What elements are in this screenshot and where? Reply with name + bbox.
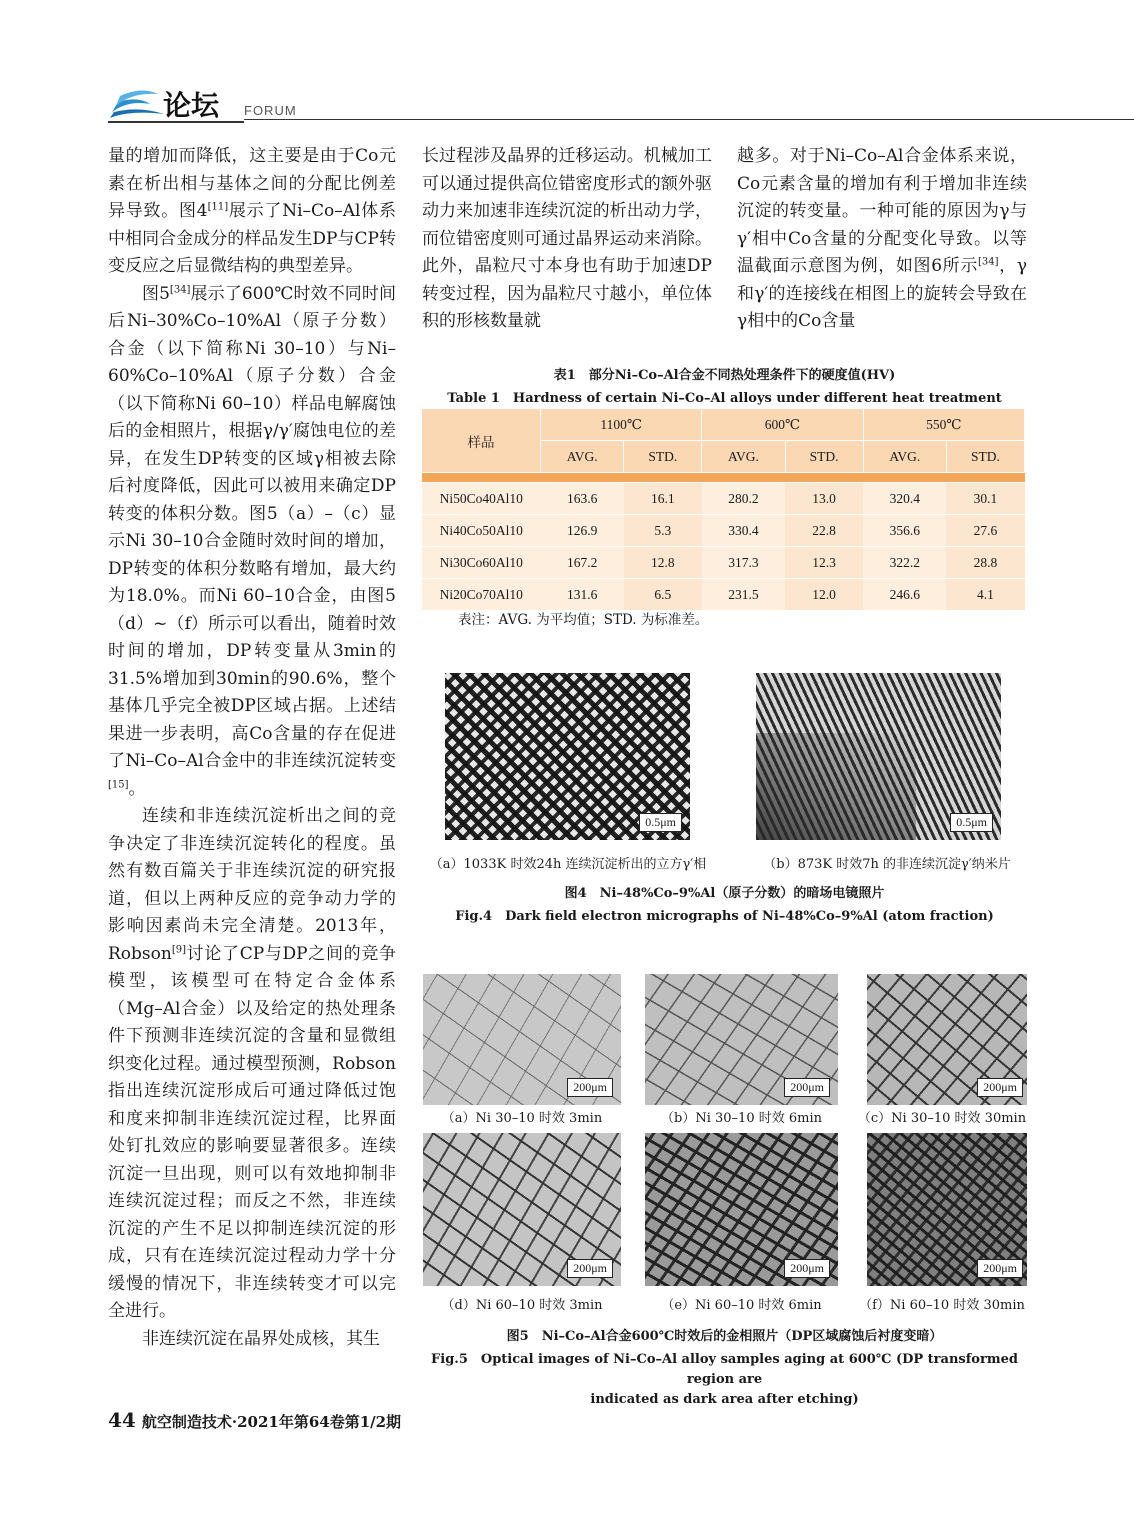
table-cell: 13.0 xyxy=(785,483,863,515)
paragraph: 连续和非连续沉淀析出之间的竞争决定了非连续沉淀转化的程度。虽然有数百篇关于非连续沉淀的研究报道，但以上两种反应的竞争动力学的影响因素尚未完全清楚。2013年，Robson[9]讨论了CP与DP之间的竞争模型，该模型可在特定合金体系（Mg–Al合金）以及给定的热处理条件下预测非连续沉淀的含量和显微组织变化过程。通过模型预测，Robson指出连续沉淀形成后可通过降低过饱和度来抑制非连续沉淀过程，比界面处钉扎效应的影响要显著很多。连续沉淀一旦出现，则可以有效地抑制非连续沉淀过程；而反之不然，非连续沉淀的产生不足以抑制连续沉淀的形成，只有在连续沉淀过程动力学十分缓慢的情况下，非连续转变才可以完全进行。 xyxy=(108,806,396,1321)
table-cell: Ni50Co40Al10 xyxy=(422,483,541,515)
text-column-3 xyxy=(737,143,1027,336)
table-cell: 317.3 xyxy=(702,547,785,579)
figure-caption-en: indicated as dark area after etching) xyxy=(590,1392,859,1407)
subfigure-caption: （a）1033K 时效24h 连续沉淀析出的立方γ′相 xyxy=(429,857,707,872)
table-cell: 16.1 xyxy=(624,483,702,515)
text-column-1 xyxy=(108,143,396,1353)
scale-bar: 0.5μm xyxy=(950,813,993,832)
subfigure-caption: （e）Ni 60–10 时效 6min xyxy=(661,1298,822,1313)
table-cell: 167.2 xyxy=(541,547,624,579)
table-cell: 12.8 xyxy=(624,547,702,579)
table-cell: Ni20Co70Al10 xyxy=(422,579,541,611)
figure-caption-cn: 图5 Ni–Co–Al合金600℃时效后的金相照片（DP区域腐蚀后衬度变暗） xyxy=(506,1329,943,1344)
scale-bar: 200μm xyxy=(977,1078,1023,1097)
table-caption-en: Table 1 Hardness of certain Ni–Co–Al alloys under different heat treatment xyxy=(447,391,1002,406)
figure-caption-en: Fig.4 Dark field electron micrographs of Ni–48%Co–9%Al (atom fraction) xyxy=(455,909,994,924)
table-header-temp: 550℃ xyxy=(863,409,1024,441)
scale-bar: 0.5μm xyxy=(639,813,682,832)
table-cell: 131.6 xyxy=(541,579,624,611)
page-number: 44 xyxy=(108,1408,136,1432)
subfigure-caption: （b）Ni 30–10 时效 6min xyxy=(661,1111,822,1126)
table-header-temp: 600℃ xyxy=(702,409,863,441)
table-caption-cn: 表1 部分Ni–Co–Al合金不同热处理条件下的硬度值(HV) xyxy=(553,368,896,383)
header-rule-left xyxy=(108,121,244,123)
table-cell: 126.9 xyxy=(541,515,624,547)
subfigure-caption: （b）873K 时效7h 的非连续沉淀γ′纳米片 xyxy=(763,857,1011,872)
table-subheader: AVG. xyxy=(702,441,785,473)
page-footer xyxy=(108,1408,401,1432)
micrograph-cuboidal xyxy=(445,673,690,840)
scale-bar: 200μm xyxy=(784,1259,830,1278)
table-cell: 4.1 xyxy=(946,579,1024,611)
table-subheader: AVG. xyxy=(541,441,624,473)
micrograph-d xyxy=(423,1133,621,1286)
table-cell: 6.5 xyxy=(624,579,702,611)
table-cell: 231.5 xyxy=(702,579,785,611)
scale-bar: 200μm xyxy=(977,1259,1023,1278)
table-cell: 27.6 xyxy=(946,515,1024,547)
paragraph: 量的增加而降低，这主要是由于Co元素在析出相与基体之间的分配比例差异导致。图4[11]展示了Ni–Co–Al体系中相同合金成分的样品发生DP与CP转变反应之后显微结构的典型差异。 xyxy=(108,146,396,276)
table-note: 表注：AVG. 为平均值；STD. 为标准差。 xyxy=(458,612,709,628)
table-subheader: AVG. xyxy=(863,441,946,473)
table-cell: 22.8 xyxy=(785,515,863,547)
micrograph-c xyxy=(867,974,1027,1105)
subfigure-caption: （c）Ni 30–10 时效 30min xyxy=(857,1111,1027,1126)
figure-caption xyxy=(422,1327,1027,1410)
table-header-sample: 样品 xyxy=(422,409,541,473)
table-cell: 30.1 xyxy=(946,483,1024,515)
paragraph: 非连续沉淀在晶界处成核，其生 xyxy=(142,1328,380,1349)
subfigure-caption: （d）Ni 60–10 时效 3min xyxy=(441,1298,603,1313)
table-header-temp: 1100℃ xyxy=(541,409,702,441)
table-subheader: STD. xyxy=(624,441,702,473)
figure-caption-cn: 图4 Ni–48%Co–9%Al（原子分数）的暗场电镜照片 xyxy=(564,886,885,901)
micrograph-a xyxy=(423,974,621,1105)
table-cell: 246.6 xyxy=(863,579,946,611)
paragraph: 图5[34]展示了600℃时效不同时间后Ni–30%Co–10%Al（原子分数）合金（以下简称Ni 30–10）与Ni–60%Co–10%Al（原子分数）合金（以下简称Ni 60–10）样品电解腐蚀后的金相照片，根据γ/γ′腐蚀电位的差异，在发生DP转变的区域γ相被去除后衬度降低，因此可以被用来确定DP转变的体积分数。图5（a）–（c）显示Ni 30–10合金随时效时间的增加，DP转变的体积分数略有增加，最大约为18.0%。而Ni 60–10合金，由图5（d）~（f）所示可以看出，随着时效时间的增加，DP转变量从3min的31.5%增加到30min的90.6%，整个基体几乎完全被DP区域占据。上述结果进一步表明，高Co含量的存在促进了Ni–Co–Al合金中的非连续沉淀转变[15]。 xyxy=(108,283,396,799)
scale-bar: 200μm xyxy=(567,1078,613,1097)
micrograph-b xyxy=(645,974,838,1105)
table-cell: 12.3 xyxy=(785,547,863,579)
table-cell: 163.6 xyxy=(541,483,624,515)
micrograph-e xyxy=(645,1133,838,1286)
table-subheader: STD. xyxy=(946,441,1024,473)
paragraph: 越多。对于Ni–Co–Al合金体系来说，Co元素含量的增加有利于增加非连续沉淀的转变量。一种可能的原因为γ与γ′相中Co含量的分配变化导致。以等温截面示意图为例，如图6所示[34]，γ和γ′的连接线在相图上的旋转会导致在γ相中的Co含量 xyxy=(737,146,1027,331)
table-row xyxy=(422,483,1025,515)
table-cell: 330.4 xyxy=(702,515,785,547)
table-cell: 28.8 xyxy=(946,547,1024,579)
scale-bar: 200μm xyxy=(784,1078,830,1097)
section-subtitle: FORUM xyxy=(244,103,297,118)
header-rule xyxy=(244,119,1134,120)
table-row xyxy=(422,579,1025,611)
figure-caption-en: Fig.5 Optical images of Ni–Co–Al alloy samples aging at 600℃ (DP transformed region are xyxy=(431,1352,1018,1387)
hardness-table xyxy=(422,409,1025,610)
micrograph-f xyxy=(867,1133,1027,1286)
table-cell: 12.0 xyxy=(785,579,863,611)
table-cell: 322.2 xyxy=(863,547,946,579)
table-row xyxy=(422,547,1025,579)
table-row xyxy=(422,515,1025,547)
section-title: 论坛 xyxy=(163,89,220,122)
figure-caption xyxy=(422,884,1027,927)
table-cell: 320.4 xyxy=(863,483,946,515)
micrograph-nanolamellae xyxy=(756,673,1001,840)
journal-info: 航空制造技术·2021年第64卷第1/2期 xyxy=(141,1413,402,1431)
table-subheader: STD. xyxy=(785,441,863,473)
table-cell: Ni30Co60Al10 xyxy=(422,547,541,579)
subfigure-caption: （a）Ni 30–10 时效 3min xyxy=(441,1111,603,1126)
table-cell: Ni40Co50Al10 xyxy=(422,515,541,547)
scale-bar: 200μm xyxy=(567,1259,613,1278)
table-cell: 5.3 xyxy=(624,515,702,547)
paragraph: 长过程涉及晶界的迁移运动。机械加工可以通过提供高位错密度形式的额外驱动力来加速非连续沉淀的析出动力学，而位错密度则可通过晶界运动来消除。此外，晶粒尺寸本身也有助于加速DP转变过程，因为晶粒尺寸越小，单位体积的形核数量就 xyxy=(422,146,712,331)
text-column-2 xyxy=(422,143,712,336)
journal-logo-icon xyxy=(108,82,168,122)
table-cell: 280.2 xyxy=(702,483,785,515)
subfigure-caption: （f）Ni 60–10 时效 30min xyxy=(859,1298,1025,1313)
table-cell: 356.6 xyxy=(863,515,946,547)
